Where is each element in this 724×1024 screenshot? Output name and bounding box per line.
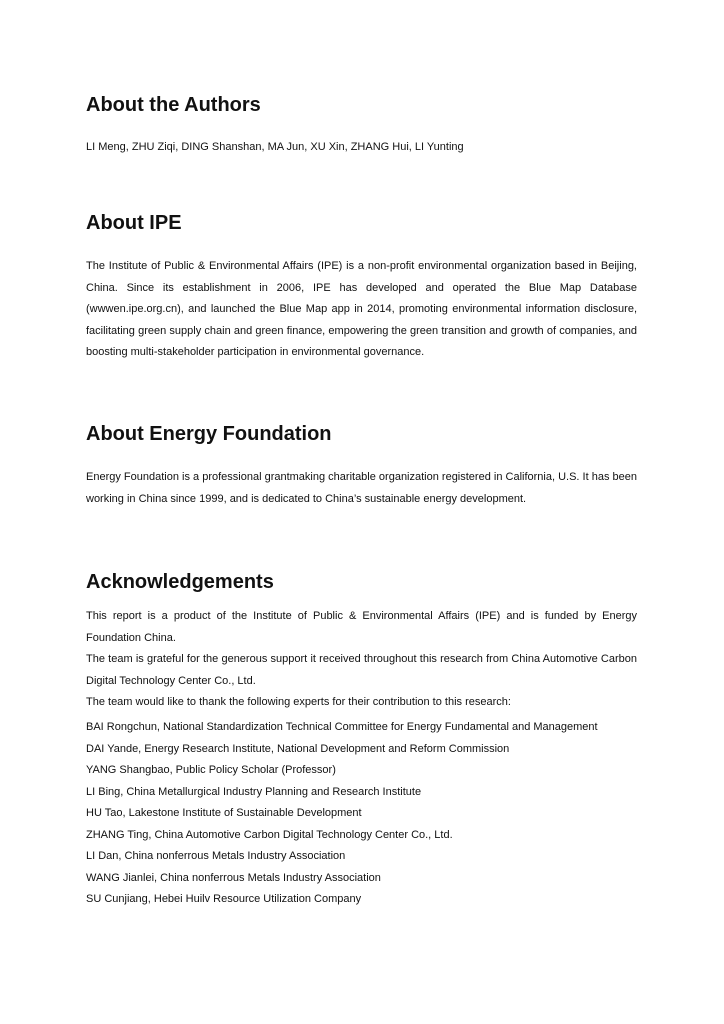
energy-foundation-heading: About Energy Foundation <box>86 423 332 445</box>
list-item: HU Tao, Lakestone Institute of Sustainable Development <box>86 807 362 819</box>
list-item: BAI Rongchun, National Standardization Technical Committee for Energy Fundamental and Management <box>86 721 598 733</box>
acknowledgement-funding: This report is a product of the Institute of Public & Environmental Affairs (IPE) and is funded by Energy Foundation China. <box>86 610 637 644</box>
experts-list <box>86 717 637 911</box>
ipe-heading: About IPE <box>86 212 182 234</box>
list-item: ZHANG Ting, China Automotive Carbon Digital Technology Center Co., Ltd. <box>86 828 453 841</box>
list-item: LI Bing, China Metallurgical Industry Planning and Research Institute <box>86 785 422 798</box>
list-item: SU Cunjiang, Hebei Huilv Resource Utilization Company <box>86 893 362 905</box>
authors-names: LI Meng, ZHU Ziqi, DING Shanshan, MA Jun, XU Xin, ZHANG Hui, LI Yunting <box>86 141 464 153</box>
ipe-body: The Institute of Public & Environmental Affairs (IPE) is a non-profit environmental organization based in Beijing, China. Since its establishment in 2006, IPE has developed and operated the Blue Map Database (wwwen.ipe.org.cn), and launched the Blue Map app in 2014, promoting environmental information disclosure, facilitating green supply chain and green finance, empowering the green transition and growth of companies, and boosting multi-stakeholder participation in environmental governance. <box>86 260 637 358</box>
list-item: DAI Yande, Energy Research Institute, National Development and Reform Commission <box>86 742 510 755</box>
acknowledgements-intro <box>86 606 637 714</box>
acknowledgement-support: The team is grateful for the generous support it received throughout this research from China Automotive Carbon Digital Technology Center Co., Ltd. <box>86 653 637 687</box>
list-item: YANG Shangbao, Public Policy Scholar (Professor) <box>86 764 336 776</box>
list-item: LI Dan, China nonferrous Metals Industry Association <box>86 850 346 862</box>
energy-foundation-body: Energy Foundation is a professional grantmaking charitable organization registered in California, U.S. It has been working in China since 1999, and is dedicated to China’s sustainable energy development. <box>86 471 637 505</box>
acknowledgements-heading: Acknowledgements <box>86 571 274 593</box>
list-item: WANG Jianlei, China nonferrous Metals Industry Association <box>86 871 381 884</box>
authors-heading: About the Authors <box>86 94 261 116</box>
acknowledgement-experts-intro: The team would like to thank the following experts for their contribution to this research: <box>86 696 511 708</box>
